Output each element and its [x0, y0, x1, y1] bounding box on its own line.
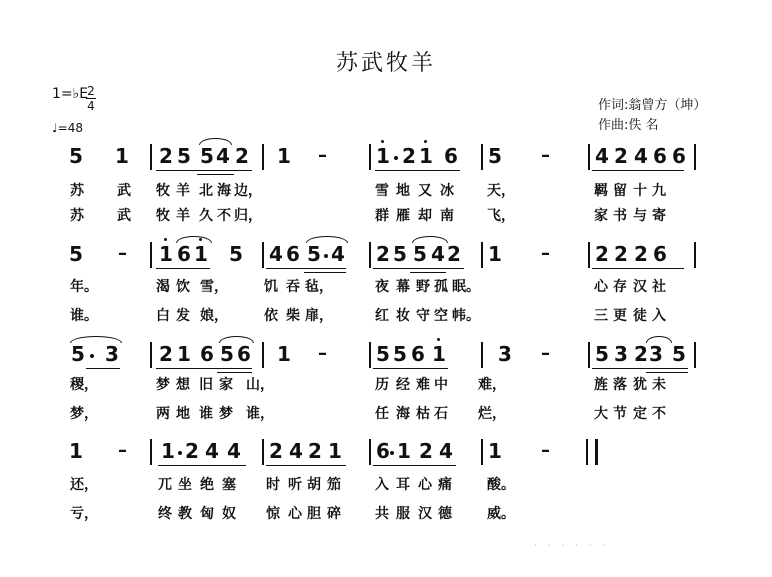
note: 6 [653, 242, 667, 266]
note: 5 [595, 342, 609, 366]
lyric-line2-char: 入 [652, 308, 666, 324]
augmentation-dot [394, 156, 398, 160]
lyric-line1-char: 心 [418, 477, 432, 493]
lyric-line2-char: 牧 [156, 208, 170, 224]
lyric-line1-char: 心 [594, 279, 608, 295]
lyric-line1-char: 九 [652, 183, 666, 199]
note: 6 [376, 439, 390, 463]
lyric-line2-char: 奴 [222, 506, 236, 522]
lyric-line1-char: 野 [416, 279, 430, 295]
lyric-line2-char: 地 [176, 406, 190, 422]
barline [262, 144, 264, 170]
lyric-line1-char: 旌 [594, 377, 608, 393]
beam-line [156, 268, 210, 269]
lyric-line2-char: 与 [633, 208, 647, 224]
lyric-line2-char: 守 [416, 308, 430, 324]
lyric-line1-char: 酸。 [487, 477, 515, 493]
lyric-line2-char: 柴 [286, 308, 300, 324]
beam-line-2 [304, 272, 346, 273]
barline [262, 439, 264, 465]
lyric-line1-char: 孤 [434, 279, 448, 295]
lyric-line1-char: 还， [70, 477, 98, 493]
lyric-line2-char: 雁 [396, 208, 410, 224]
lyric-line2-char: 更 [613, 308, 627, 324]
lyric-line1-char: 存 [613, 279, 627, 295]
lyric-line2-char: 群 [375, 208, 389, 224]
tempo-marking: ♩=48 [52, 121, 83, 135]
augmentation-dot [90, 354, 94, 358]
lyric-line2-char: 心 [288, 506, 302, 522]
sustain-dash: – [541, 440, 550, 461]
note: 5 [376, 342, 390, 366]
lyric-line1-char: 留 [613, 183, 627, 199]
lyric-line2-char: 发 [176, 308, 190, 324]
lyric-line1-char: 胡 [307, 477, 321, 493]
lyric-line1-char: 北 [199, 183, 213, 199]
note: 5 [672, 342, 686, 366]
lyric-line2-char: 石 [434, 406, 448, 422]
lyric-line2-char: 碎 [327, 506, 341, 522]
note: 1 [161, 439, 175, 463]
note: 5 [393, 242, 407, 266]
lyric-line2-char: 谁。 [70, 308, 98, 324]
lyric-line1-char: 饥 [264, 279, 278, 295]
note: 1 [376, 144, 390, 168]
song-title: 苏武牧羊 [335, 51, 436, 76]
note: 2 [159, 342, 173, 366]
note: 6 [444, 144, 458, 168]
augmentation-dot [178, 451, 182, 455]
slur [70, 336, 122, 343]
lyric-line2-char: 谁， [246, 406, 274, 422]
lyric-line1-char: 梦 [156, 377, 170, 393]
note: 4 [431, 242, 445, 266]
lyric-line1-char: 塞 [222, 477, 236, 493]
sustain-dash: – [541, 243, 550, 264]
barline [588, 342, 590, 368]
note: 5 [307, 242, 321, 266]
barline [481, 144, 483, 170]
lyric-line1-char: 吞 [286, 279, 300, 295]
lyric-line1-char: 饮 [176, 279, 190, 295]
slur [412, 236, 448, 243]
note: 1 [69, 439, 83, 463]
barline [150, 439, 152, 465]
lyric-line1-char: 难， [478, 377, 506, 393]
note: 2 [159, 144, 173, 168]
lyric-line1-char: 边， [234, 183, 262, 199]
barline [150, 342, 152, 368]
lyric-line2-char: 徒 [633, 308, 647, 324]
note: 5 [71, 342, 85, 366]
lyric-line2-char: 惊 [266, 506, 280, 522]
lyric-line2-char: 枯 [416, 406, 430, 422]
note: 2 [269, 439, 283, 463]
lyric-line1-char: 武 [117, 183, 131, 199]
lyric-line1-char: 笳 [327, 477, 341, 493]
lyric-line2-char: 德 [438, 506, 452, 522]
note: 6 [177, 242, 191, 266]
note: 5 [69, 144, 83, 168]
lyric-line2-char: 匈 [200, 506, 214, 522]
note: 4 [289, 439, 303, 463]
lyric-line1-char: 幕 [396, 279, 410, 295]
lyric-line2-char: 威。 [487, 506, 515, 522]
note: 5 [69, 242, 83, 266]
lyric-line2-char: 书 [613, 208, 627, 224]
sustain-dash: – [118, 440, 127, 461]
lyric-line1-char: 地 [396, 183, 410, 199]
lyric-line2-char: 白 [156, 308, 170, 324]
barline [586, 439, 588, 465]
lyric-line1-char: 想 [176, 377, 190, 393]
octave-dot [437, 338, 440, 341]
lyric-line1-char: 冰 [440, 183, 454, 199]
lyric-line1-char: 听 [288, 477, 302, 493]
barline [481, 439, 483, 465]
octave-dot [164, 238, 167, 241]
note: 5 [488, 144, 502, 168]
note: 1 [277, 144, 291, 168]
barline [262, 342, 264, 368]
lyric-line2-char: 帏。 [452, 308, 480, 324]
note: 1 [419, 144, 433, 168]
lyric-line1-char: 雪， [200, 279, 228, 295]
barline [369, 242, 371, 268]
lyric-line2-char: 红 [375, 308, 389, 324]
note: 5 [413, 242, 427, 266]
note: 6 [286, 242, 300, 266]
lyric-line2-char: 武 [117, 208, 131, 224]
lyric-line2-char: 羊 [176, 208, 190, 224]
lyric-line2-char: 不 [217, 208, 231, 224]
sustain-dash: – [541, 145, 550, 166]
time-signature-top: 2 [87, 84, 95, 98]
beam-line [592, 368, 688, 369]
note: 2 [235, 144, 249, 168]
lyric-line2-char: 南 [440, 208, 454, 224]
watermark-text: · · · · · · [534, 541, 610, 551]
note: 2 [419, 439, 433, 463]
lyric-line1-char: 又 [418, 183, 432, 199]
lyric-line1-char: 历 [375, 377, 389, 393]
note: 2 [308, 439, 322, 463]
lyricist-credit: 作词:翁曾方（坤） [598, 98, 707, 113]
lyric-line2-char: 节 [613, 406, 627, 422]
barline [369, 439, 371, 465]
note: 4 [595, 144, 609, 168]
lyric-line1-char: 落 [613, 377, 627, 393]
lyric-line2-char: 任 [375, 406, 389, 422]
note: 1 [488, 439, 502, 463]
note: 2 [447, 242, 461, 266]
sustain-dash: – [318, 145, 327, 166]
lyric-line1-char: 羊 [176, 183, 190, 199]
note: 3 [105, 342, 119, 366]
time-signature [86, 84, 96, 113]
sustain-dash: – [541, 343, 550, 364]
slur [176, 236, 212, 243]
lyric-line1-char: 坐 [178, 477, 192, 493]
lyric-line1-char: 绝 [200, 477, 214, 493]
lyric-line1-char: 牧 [156, 183, 170, 199]
lyric-line2-char: 亏， [70, 506, 98, 522]
lyric-line1-char: 难 [416, 377, 430, 393]
lyric-line1-char: 渴 [156, 279, 170, 295]
beam-line [156, 368, 252, 369]
lyric-line2-char: 谁 [199, 406, 213, 422]
lyric-line1-char: 旧 [199, 377, 213, 393]
note: 4 [331, 242, 345, 266]
lyric-line2-char: 却 [418, 208, 432, 224]
slur [306, 236, 348, 243]
beam-line [373, 368, 448, 369]
beam-line [373, 268, 464, 269]
barline [369, 342, 371, 368]
note: 1 [432, 342, 446, 366]
lyric-line1-char: 夜 [375, 279, 389, 295]
beam-line [375, 170, 460, 171]
barline [694, 144, 696, 170]
note: 4 [634, 144, 648, 168]
note: 1 [115, 144, 129, 168]
lyric-line2-char: 大 [594, 406, 608, 422]
lyric-line1-char: 经 [396, 377, 410, 393]
beam-line [86, 368, 120, 369]
lyric-line2-char: 梦 [219, 406, 233, 422]
note: 4 [205, 439, 219, 463]
octave-dot [424, 140, 427, 143]
lyric-line2-char: 三 [594, 308, 608, 324]
lyric-line1-char: 汉 [633, 279, 647, 295]
final-barline [595, 439, 598, 465]
lyric-line2-char: 久 [199, 208, 213, 224]
lyric-line1-char: 十 [633, 183, 647, 199]
note: 2 [614, 242, 628, 266]
lyric-line1-char: 稷， [70, 377, 98, 393]
lyric-line1-char: 入 [375, 477, 389, 493]
note: 1 [328, 439, 342, 463]
lyric-line1-char: 犹 [633, 377, 647, 393]
barline [150, 144, 152, 170]
slur [646, 336, 672, 343]
lyric-line2-char: 服 [396, 506, 410, 522]
barline [694, 342, 696, 368]
note: 2 [595, 242, 609, 266]
note: 2 [634, 342, 648, 366]
lyric-line2-char: 胆 [307, 506, 321, 522]
note: 3 [614, 342, 628, 366]
lyric-line2-char: 妆 [396, 308, 410, 324]
lyric-line1-char: 眠。 [452, 279, 480, 295]
lyric-line1-char: 时 [266, 477, 280, 493]
note: 6 [200, 342, 214, 366]
note: 1 [397, 439, 411, 463]
lyric-line2-char: 娘， [200, 308, 228, 324]
lyric-line2-char: 共 [375, 506, 389, 522]
lyric-line1-char: 兀 [158, 477, 172, 493]
time-signature-bottom: 4 [87, 99, 95, 113]
barline [262, 242, 264, 268]
lyric-line2-char: 苏 [70, 208, 84, 224]
note: 1 [277, 342, 291, 366]
beam-line [592, 170, 684, 171]
lyric-line2-char: 飞， [487, 208, 515, 224]
note: 5 [393, 342, 407, 366]
octave-dot [381, 140, 384, 143]
barline [369, 144, 371, 170]
note: 2 [376, 242, 390, 266]
lyric-line1-char: 苏 [70, 183, 84, 199]
lyric-line2-char: 海 [396, 406, 410, 422]
lyric-line2-char: 梦， [70, 406, 98, 422]
note: 4 [216, 144, 230, 168]
beam-line [266, 268, 346, 269]
note: 6 [237, 342, 251, 366]
lyric-line1-char: 山， [246, 377, 274, 393]
beam-line-2 [410, 272, 446, 273]
note: 2 [614, 144, 628, 168]
lyric-line1-char: 雪 [375, 183, 389, 199]
lyric-line2-char: 教 [178, 506, 192, 522]
note: 3 [498, 342, 512, 366]
lyric-line2-char: 终 [158, 506, 172, 522]
note: 2 [634, 242, 648, 266]
beam-line [266, 465, 346, 466]
lyric-line2-char: 归， [234, 208, 262, 224]
note: 4 [439, 439, 453, 463]
slur [199, 138, 232, 145]
note: 1 [177, 342, 191, 366]
lyric-line2-char: 汉 [418, 506, 432, 522]
note: 3 [649, 342, 663, 366]
lyric-line1-char: 痛 [438, 477, 452, 493]
beam-line [158, 465, 246, 466]
note: 6 [411, 342, 425, 366]
beam-line [592, 268, 684, 269]
lyric-line1-char: 天， [487, 183, 515, 199]
sustain-dash: – [118, 243, 127, 264]
lyric-line2-char: 两 [156, 406, 170, 422]
composer-credit: 作曲:佚 名 [598, 118, 659, 133]
note: 4 [269, 242, 283, 266]
note: 1 [159, 242, 173, 266]
lyric-line2-char: 扉， [305, 308, 333, 324]
beam-line [156, 170, 252, 171]
lyric-line1-char: 未 [652, 377, 666, 393]
beam-line [373, 465, 456, 466]
barline [150, 242, 152, 268]
lyric-line1-char: 海 [217, 183, 231, 199]
note: 5 [200, 144, 214, 168]
barline [481, 242, 483, 268]
slur [219, 336, 254, 343]
barline [588, 242, 590, 268]
lyric-line1-char: 社 [652, 279, 666, 295]
lyric-line2-char: 寄 [652, 208, 666, 224]
augmentation-dot [324, 254, 328, 258]
barline [588, 144, 590, 170]
lyric-line1-char: 毡， [305, 279, 333, 295]
beam-line-2 [197, 174, 234, 175]
note: 4 [227, 439, 241, 463]
key-signature: 1=♭E [52, 86, 89, 102]
note: 1 [194, 242, 208, 266]
note: 6 [653, 144, 667, 168]
note: 2 [402, 144, 416, 168]
lyric-line1-char: 家 [219, 377, 233, 393]
barline [481, 342, 483, 368]
note: 1 [488, 242, 502, 266]
note: 5 [220, 342, 234, 366]
sustain-dash: – [318, 343, 327, 364]
note: 5 [177, 144, 191, 168]
barline [694, 242, 696, 268]
lyric-line1-char: 耳 [396, 477, 410, 493]
lyric-line2-char: 不 [652, 406, 666, 422]
lyric-line2-char: 家 [594, 208, 608, 224]
lyric-line2-char: 烂， [478, 406, 506, 422]
augmentation-dot [390, 451, 394, 455]
lyric-line2-char: 空 [434, 308, 448, 324]
note: 6 [672, 144, 686, 168]
note: 5 [229, 242, 243, 266]
lyric-line2-char: 定 [633, 406, 647, 422]
lyric-line1-char: 中 [434, 377, 448, 393]
lyric-line2-char: 依 [264, 308, 278, 324]
note: 2 [185, 439, 199, 463]
lyric-line1-char: 年。 [70, 279, 98, 295]
lyric-line1-char: 羁 [594, 183, 608, 199]
